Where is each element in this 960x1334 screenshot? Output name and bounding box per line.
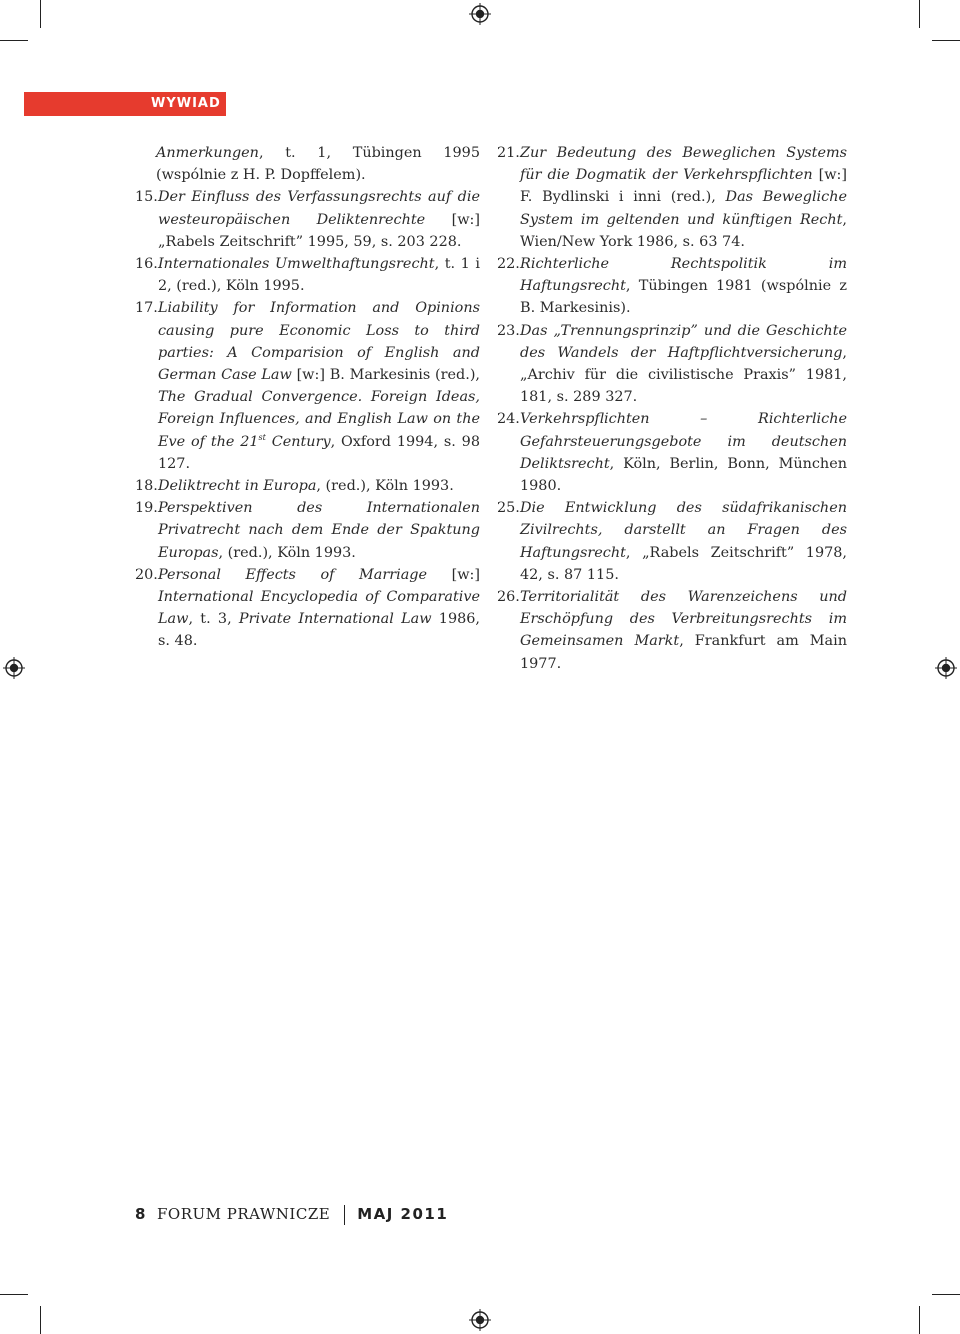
- page-number: 8: [135, 1205, 146, 1223]
- bibliography-entry: [497, 408, 847, 497]
- registration-mark-icon: [469, 3, 491, 25]
- registration-mark-icon: [935, 657, 957, 679]
- entry-number: 26.: [497, 589, 520, 606]
- bibliography-entry: [135, 475, 480, 497]
- footer-divider: [344, 1205, 345, 1225]
- bibliography-entry: [135, 142, 480, 186]
- entry-text: Internationales Umwelthaftungsrecht, t. 1 i 2, (red.), Köln 1995.: [158, 256, 480, 295]
- crop-mark: [932, 40, 960, 41]
- crop-mark: [0, 40, 28, 41]
- bibliography-entry: [135, 253, 480, 297]
- bibliography-entry: [135, 297, 480, 475]
- crop-mark: [40, 1306, 41, 1334]
- entry-text: Zur Bedeutung des Beweglichen Systems für die Dogmatik der Verkehrspflichten [w:] F. Bydlinski i inni (red.), Das Bewegliche System im geltenden und künftigen Recht, Wien/New York 1986, s. 63 74.: [520, 145, 847, 250]
- entry-number: 24.: [497, 411, 520, 428]
- bibliography-entry: [497, 320, 847, 409]
- issue-date: MAJ 2011: [357, 1205, 449, 1223]
- bibliography-entry: [497, 253, 847, 320]
- registration-mark-icon: [469, 1309, 491, 1331]
- entry-number: 16.: [135, 256, 158, 273]
- bibliography-right-column: [497, 142, 847, 675]
- entry-text: Personal Effects of Marriage [w:] International Encyclopedia of Comparative Law, t. 3, Private International Law 1986, s. 48.: [158, 566, 480, 650]
- entry-number: 21.: [497, 145, 520, 161]
- entry-number: 17.: [135, 300, 158, 317]
- crop-mark: [0, 1294, 28, 1295]
- bibliography-left-column: [135, 142, 480, 653]
- entry-text: Liability for Information and Opinions causing pure Economic Loss to third parties: A Comparision of English and German Case Law [w:] B. Markesinis (red.), The Gradual Convergence. Foreign Ideas, Foreign Influences, and English Law on the Eve of the 21st Century, Oxford 1994, s. 98 127.: [158, 300, 481, 472]
- page-footer: [135, 1205, 448, 1225]
- entry-text: Perspektiven des Internationalen Privatrecht nach dem Ende der Spaktung Europas, (red.), Köln 1993.: [158, 500, 480, 561]
- crop-mark: [932, 1294, 960, 1295]
- bibliography-entry: [135, 564, 480, 653]
- entry-text: Verkehrspflichten – Richterliche Gefahrsteuerungsgebote im deutschen Deliktsrecht, Köln, Berlin, Bonn, München 1980.: [520, 411, 847, 495]
- publication-name: FORUM PRAWNICZE: [157, 1205, 331, 1223]
- registration-mark-icon: [3, 657, 25, 679]
- entry-number: 15.: [135, 189, 158, 206]
- crop-mark: [919, 1306, 920, 1334]
- section-label: WYWIAD: [24, 92, 226, 116]
- bibliography-entry: [497, 142, 847, 253]
- entry-number: 25.: [497, 500, 520, 517]
- bibliography-entry: [497, 586, 847, 675]
- entry-number: 20.: [135, 566, 158, 583]
- bibliography-entry: [135, 497, 480, 564]
- entry-text: Anmerkungen, t. 1, Tübingen 1995 (wspólnie z H. P. Dopffelem).: [156, 145, 480, 184]
- bibliography-entry: [497, 497, 847, 586]
- entry-text: Richterliche Rechtspolitik im Haftungsrecht, Tübingen 1981 (wspólnie z B. Markesinis).: [520, 256, 847, 317]
- entry-text: Territorialität des Warenzeichens und Erschöpfung des Verbreitungsrechts im Gemeinsamen Markt, Frankfurt am Main 1977.: [520, 589, 847, 672]
- entry-number: 19.: [135, 500, 158, 517]
- entry-text: Deliktrecht in Europa, (red.), Köln 1993.: [158, 478, 454, 495]
- entry-text: Die Entwicklung des südafrikanischen Zivilrechts, darstellt an Fragen des Haftungsrecht, „Rabels Zeitschrift” 1978, 42, s. 87 115.: [520, 500, 847, 583]
- entry-text: Der Einfluss des Verfassungsrechts auf die westeuropäischen Deliktenrechte [w:] „Rabels Zeitschrift” 1995, 59, s. 203 228.: [158, 189, 480, 250]
- crop-mark: [40, 0, 41, 28]
- entry-number: 22.: [497, 256, 520, 273]
- entry-text: Das „Trennungsprinzip” und die Geschichte des Wandels der Haftpflichtversicherung, „Archiv für die civilistische Praxis” 1981, 181, s. 289 327.: [520, 322, 847, 406]
- entry-number: 18.: [135, 478, 158, 495]
- bibliography-entry: [135, 186, 480, 253]
- entry-number: 23.: [497, 322, 520, 339]
- crop-mark: [919, 0, 920, 28]
